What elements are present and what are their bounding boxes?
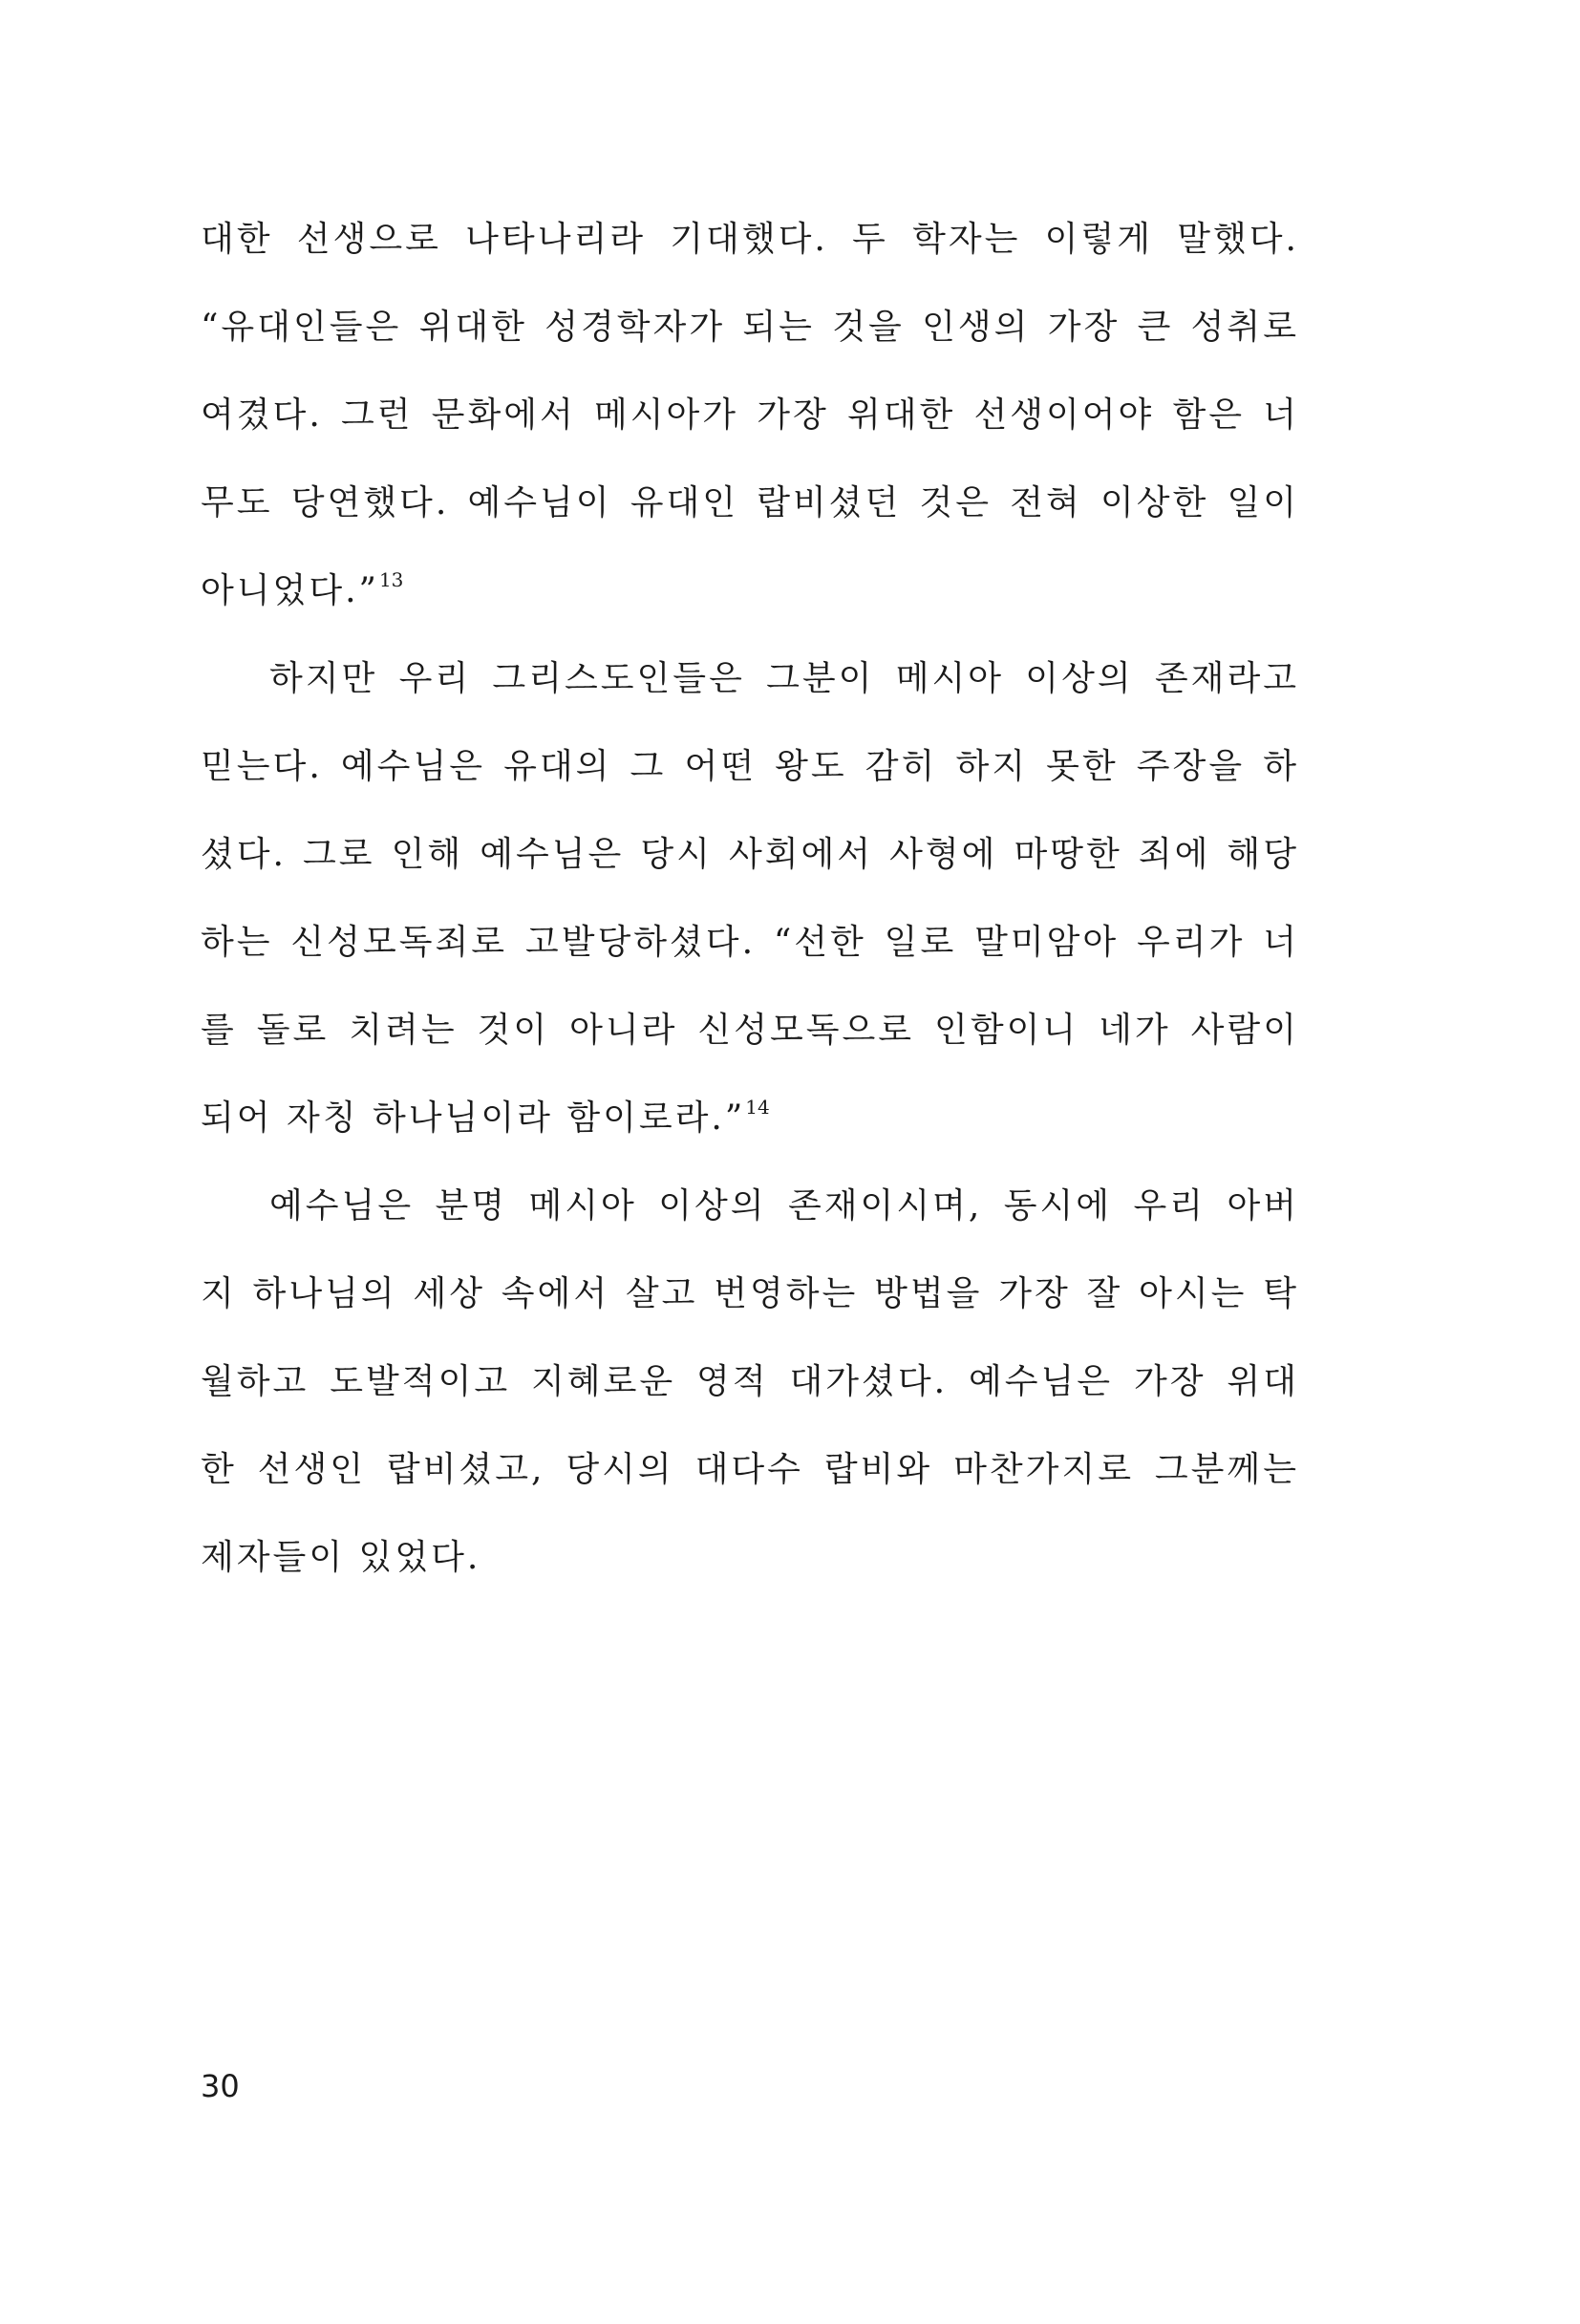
text-line bbox=[201, 1162, 1299, 1250]
text-line bbox=[201, 1075, 1299, 1162]
text-line bbox=[201, 811, 1299, 899]
text-line bbox=[201, 284, 1299, 372]
text-line-content: 되어 자칭 하나님이라 함이로라.” bbox=[201, 1098, 746, 1138]
text-line-content: 셨다. 그로 인해 예수님은 당시 사회에서 사형에 마땅한 죄에 해당 bbox=[201, 835, 1299, 874]
text-line bbox=[201, 1426, 1299, 1514]
footnote-marker: 14 bbox=[745, 1096, 770, 1119]
text-line bbox=[201, 723, 1299, 811]
body-text bbox=[201, 196, 1299, 1602]
text-line-content: 아니었다.” bbox=[201, 571, 379, 610]
text-line bbox=[201, 1514, 1299, 1602]
text-line bbox=[201, 635, 1299, 723]
footnote-marker: 13 bbox=[378, 568, 404, 591]
text-line bbox=[201, 899, 1299, 987]
text-line-content: 대한 선생으로 나타나리라 기대했다. 두 학자는 이렇게 말했다. bbox=[201, 220, 1299, 259]
text-line-content: 월하고 도발적이고 지혜로운 영적 대가셨다. 예수님은 가장 위대 bbox=[201, 1362, 1299, 1401]
text-line bbox=[201, 196, 1299, 284]
text-line-content: 를 돌로 치려는 것이 아니라 신성모독으로 인함이니 네가 사람이 bbox=[201, 1011, 1299, 1050]
text-line bbox=[201, 372, 1299, 459]
text-line bbox=[201, 1250, 1299, 1338]
text-line bbox=[201, 987, 1299, 1075]
text-line bbox=[201, 547, 1299, 635]
text-line-content: 무도 당연했다. 예수님이 유대인 랍비셨던 것은 전혀 이상한 일이 bbox=[201, 483, 1299, 522]
text-line-content: 제자들이 있었다. bbox=[201, 1538, 481, 1577]
text-line-content: 한 선생인 랍비셨고, 당시의 대다수 랍비와 마찬가지로 그분께는 bbox=[201, 1450, 1299, 1489]
text-line-content: “유대인들은 위대한 성경학자가 되는 것을 인생의 가장 큰 성취로 bbox=[201, 308, 1299, 347]
text-line-content: 예수님은 분명 메시아 이상의 존재이시며, 동시에 우리 아버 bbox=[269, 1186, 1299, 1226]
text-line-content: 지 하나님의 세상 속에서 살고 번영하는 방법을 가장 잘 아시는 탁 bbox=[201, 1274, 1299, 1313]
text-line bbox=[201, 1338, 1299, 1426]
text-line-content: 여겼다. 그런 문화에서 메시아가 가장 위대한 선생이어야 함은 너 bbox=[201, 395, 1299, 435]
text-line-content: 하지만 우리 그리스도인들은 그분이 메시아 이상의 존재라고 bbox=[269, 659, 1299, 698]
text-line bbox=[201, 459, 1299, 547]
text-line-content: 믿는다. 예수님은 유대의 그 어떤 왕도 감히 하지 못한 주장을 하 bbox=[201, 747, 1299, 786]
text-line-content: 하는 신성모독죄로 고발당하셨다. “선한 일로 말미암아 우리가 너 bbox=[201, 923, 1299, 962]
page-number: 30 bbox=[201, 2068, 240, 2104]
